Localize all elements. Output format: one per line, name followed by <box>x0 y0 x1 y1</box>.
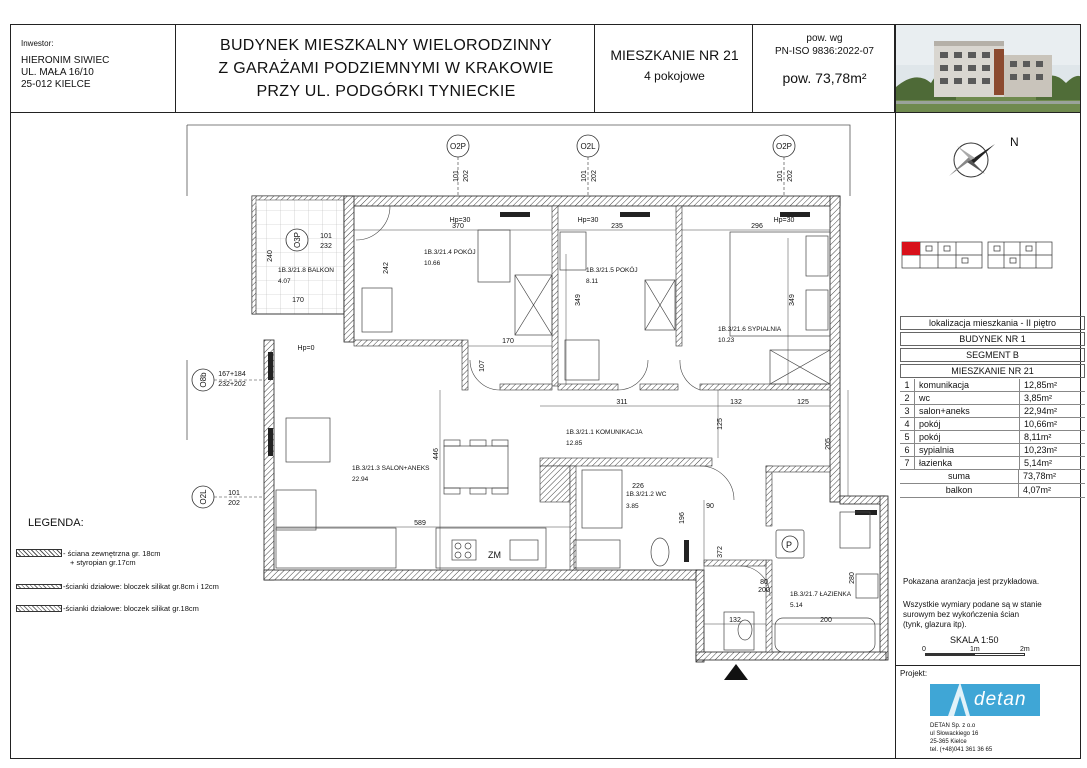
sum-value: 73,78m² <box>1023 471 1057 481</box>
dim-101-balkon: 101 <box>320 233 332 240</box>
note-dims-3: (tynk, glazura itp). <box>903 620 967 629</box>
project-address <box>930 722 992 754</box>
detan-logo-text: detan <box>974 689 1027 710</box>
room-area-wc: 3.85 <box>626 503 639 510</box>
investor-label: Inwestor: <box>21 39 54 48</box>
north-label: N <box>1010 135 1019 149</box>
investor-city: 25-012 KIELCE <box>21 79 91 90</box>
dim-232-202: 232+202 <box>218 381 246 388</box>
dim-101-w1: 101 <box>453 170 460 182</box>
dim-101-w2: 101 <box>581 170 588 182</box>
project-label: Projekt: <box>900 669 928 678</box>
room-label-pokoj-5: 1B.3/21.5 POKÓJ <box>586 267 638 274</box>
room-name: sypialnia <box>915 444 1020 456</box>
dim-349-left: 349 <box>575 294 582 306</box>
project-company: DETAN Sp. z o.o <box>930 723 976 729</box>
room-label-sypialnia: 1B.3/21.6 SYPIALNIA <box>718 326 782 333</box>
window-tag-o3p: O3P <box>293 231 302 249</box>
room-number: 1 <box>900 379 915 391</box>
scale-2m: 2m <box>1020 646 1030 653</box>
room-row <box>900 457 1085 470</box>
dim-232-balkon: 232 <box>320 243 332 250</box>
dim-170-balkon: 170 <box>292 297 304 304</box>
note-dims-2: surowym bez wykończenia ścian <box>903 610 1020 619</box>
room-label-wc: 1B.3/21.2 WC <box>626 491 667 498</box>
room-name: pokój <box>915 418 1020 430</box>
dim-167-184: 167+184 <box>218 371 246 378</box>
room-area-pokoj-4: 10.66 <box>424 260 441 267</box>
dim-101-side: 101 <box>228 490 240 497</box>
dim-349-right: 349 <box>789 294 796 306</box>
window-tag-o2p-1: O2P <box>449 142 467 151</box>
dim-125-v: 125 <box>717 418 724 430</box>
note-dims-1: Wszystkie wymiary podane są w stanie <box>903 600 1042 609</box>
room-label-lazienka: 1B.3/21.7 ŁAZIENKA <box>790 591 852 598</box>
apartment-title: MIESZKANIE NR 21 <box>610 47 739 63</box>
room-number: 7 <box>900 457 915 469</box>
room-row <box>900 405 1085 418</box>
dim-370: 370 <box>452 223 464 230</box>
room-label-balkon: 1B.3/21.8 BALKON <box>278 267 335 274</box>
location-unit: MIESZKANIE NR 21 <box>900 364 1085 378</box>
room-number: 4 <box>900 418 915 430</box>
window-tag-o2l: O2L <box>580 142 596 151</box>
room-area: 10,66m² <box>1024 419 1058 429</box>
room-row <box>900 431 1085 444</box>
balcony-row <box>900 484 1085 498</box>
dim-200: 200 <box>820 617 832 624</box>
gas-meter-label: ZM <box>488 550 501 560</box>
legend-title: LEGENDA: <box>28 517 84 529</box>
legend-item-1b: + styropian gr.17cm <box>70 558 136 567</box>
room-area-table <box>900 379 1085 498</box>
legend-item-3: -ścianki działowe: bloczek silikat gr.18cm <box>63 604 199 613</box>
dim-hp30-2: Hp=30 <box>577 217 599 224</box>
room-row <box>900 418 1085 431</box>
right-column-divider <box>895 112 896 759</box>
window-tag-o8b: O8b <box>199 372 208 388</box>
area-total: pow. 73,78m² <box>782 70 867 86</box>
dim-202-side: 202 <box>228 500 240 507</box>
scale-bar <box>925 653 1025 656</box>
room-area: 3,85m² <box>1024 393 1053 403</box>
balcony-label: balkon <box>900 484 1019 497</box>
location-building: BUDYNEK NR 1 <box>900 332 1085 346</box>
dim-242: 242 <box>383 262 390 274</box>
location-segment: SEGMENT B <box>900 348 1085 362</box>
scale-1m: 1m <box>970 646 980 653</box>
dim-170-hall: 170 <box>502 338 514 345</box>
room-name: pokój <box>915 431 1020 443</box>
room-area-sypialnia: 10.23 <box>718 337 735 344</box>
apartment-rooms: 4 pokojowe <box>644 69 705 83</box>
key-plan-right <box>986 238 1056 274</box>
dim-372: 372 <box>717 546 724 558</box>
room-area: 22,94m² <box>1024 406 1058 416</box>
room-number: 6 <box>900 444 915 456</box>
scale-label: SKALA 1:50 <box>950 635 999 645</box>
dim-200-door: 200 <box>758 587 770 594</box>
dim-205: 205 <box>825 438 832 450</box>
sum-row <box>900 470 1085 484</box>
project-street: ul Słowackiego 16 <box>930 731 979 737</box>
dim-589: 589 <box>414 520 426 527</box>
room-area: 12,85m² <box>1024 380 1058 390</box>
room-number: 2 <box>900 392 915 404</box>
dim-202-w2: 202 <box>591 170 598 182</box>
balcony-value: 4,07m² <box>1023 485 1052 495</box>
window-tag-o2p-2: O2P <box>775 142 793 151</box>
room-label-salon: 1B.3/21.3 SALON+ANEKS <box>352 465 430 472</box>
dim-296: 296 <box>751 223 763 230</box>
building-line-1: BUDYNEK MIESZKALNY WIELORODZINNY <box>219 37 553 54</box>
investor-street: UL. MAŁA 16/10 <box>21 67 94 78</box>
legend-item-2: -ścianki działowe: bloczek silikat gr.8cm i 12cm <box>63 582 219 591</box>
dim-202-w3: 202 <box>787 170 794 182</box>
dim-hp30-3: Hp=30 <box>773 217 795 224</box>
location-caption: lokalizacja mieszkania - II piętro <box>900 316 1085 330</box>
window-tag-o2l-side: O2L <box>199 489 208 505</box>
riser-label: P <box>786 540 793 550</box>
room-area-komunikacja: 12.85 <box>566 440 583 447</box>
dim-101-w3: 101 <box>777 170 784 182</box>
room-number: 3 <box>900 405 915 417</box>
room-label-komunikacja: 1B.3/21.1 KOMUNIKACJA <box>566 429 643 436</box>
building-line-2: Z GARAŻAMI PODZIEMNYMI W KRAKOWIE <box>218 60 554 77</box>
dim-240: 240 <box>267 250 274 262</box>
room-row <box>900 392 1085 405</box>
dim-311: 311 <box>616 399 628 406</box>
project-phone: tel. (+48)041 361 36 65 <box>930 747 993 753</box>
project-city: 25-365 Kielce <box>930 739 967 745</box>
room-area: 10,23m² <box>1024 445 1058 455</box>
room-area-salon: 22.94 <box>352 476 369 483</box>
room-name: łazienka <box>915 457 1020 469</box>
legend-item-1a: - ściana zewnętrzna gr. 18cm <box>63 549 161 558</box>
dim-132: 132 <box>730 399 742 406</box>
dim-90-door: 90 <box>706 503 714 510</box>
note-arrangement: Pokazana aranżacja jest przykładowa. <box>903 577 1040 586</box>
room-area: 8,11m² <box>1024 432 1052 442</box>
room-name: salon+aneks <box>915 405 1020 417</box>
dim-202-w1: 202 <box>463 170 470 182</box>
scale-0: 0 <box>922 646 926 653</box>
dim-196: 196 <box>679 512 686 524</box>
dim-80-door: 80 <box>760 579 768 586</box>
room-area-pokoj-5: 8.11 <box>586 278 599 285</box>
dim-hp30-1: Hp=30 <box>449 217 471 224</box>
key-plan-left <box>900 238 986 274</box>
dim-125-h: 125 <box>797 399 809 406</box>
dim-446: 446 <box>433 448 440 460</box>
room-row <box>900 379 1085 392</box>
notes-divider <box>895 665 1081 666</box>
dim-132-bath: 132 <box>729 617 741 624</box>
dim-235: 235 <box>611 223 623 230</box>
area-norm-line1: pow. wg <box>806 33 843 44</box>
investor-name: HIERONIM SIWIEC <box>21 55 110 66</box>
north-compass-icon <box>945 130 1035 190</box>
building-line-3: PRZY UL. PODGÓRKI TYNIECKIE <box>256 83 516 100</box>
room-number: 5 <box>900 431 915 443</box>
room-name: wc <box>915 392 1020 404</box>
sum-label: suma <box>900 470 1019 483</box>
detan-logo <box>930 682 1040 718</box>
room-label-pokoj-4: 1B.3/21.4 POKÓJ <box>424 249 476 256</box>
room-name: komunikacja <box>915 379 1020 391</box>
room-area: 5,14m² <box>1024 458 1053 468</box>
room-area-lazienka: 5.14 <box>790 602 803 609</box>
dim-226: 226 <box>632 483 644 490</box>
area-norm-line2: PN-ISO 9836:2022-07 <box>775 46 874 57</box>
room-row <box>900 444 1085 457</box>
dim-280: 280 <box>849 572 856 584</box>
room-area-balkon: 4.07 <box>278 278 291 285</box>
dim-hp0: Hp=0 <box>297 345 315 352</box>
dim-107: 107 <box>479 360 486 372</box>
building-render-image <box>895 24 1081 113</box>
